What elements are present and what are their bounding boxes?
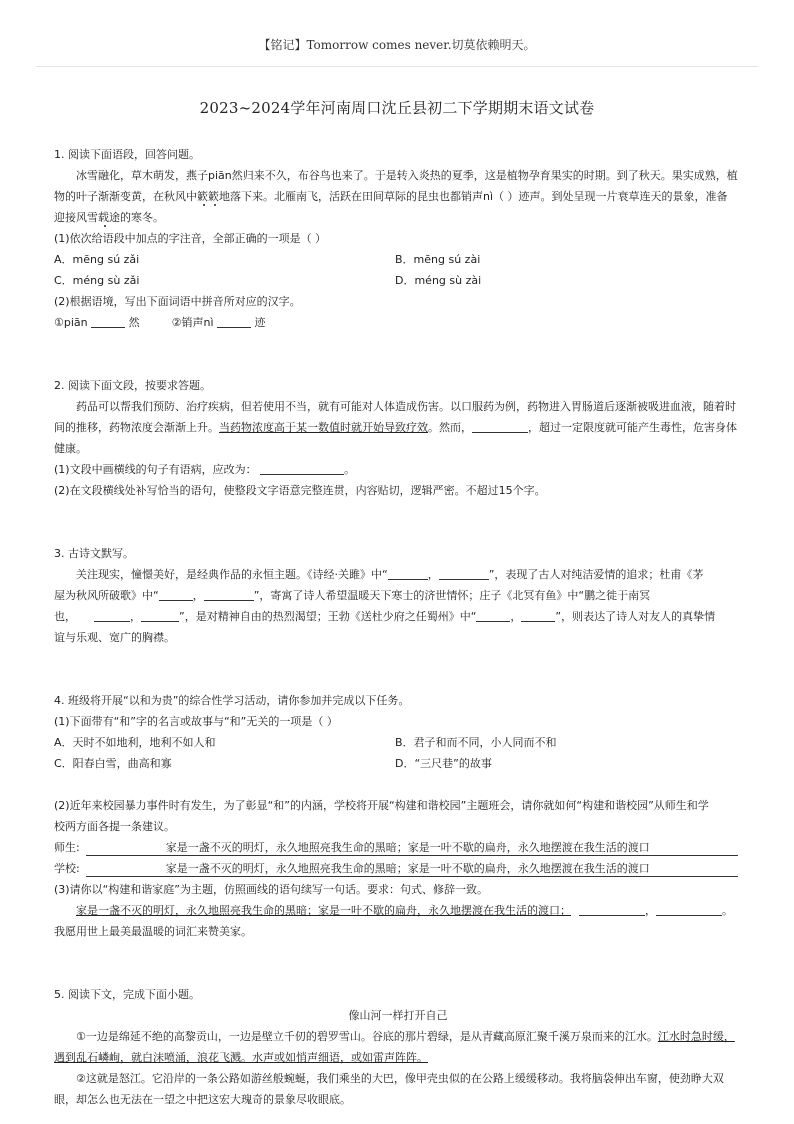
q4-sub3: (3)请你以“构建和谐家庭”为主题，仿照画线的语句续写一句话。要求：句式、修辞一致。: [54, 883, 488, 896]
option-a[interactable]: A．天时不如地利，地利不如人和: [54, 736, 216, 749]
article-paragraph-line: 眼，却怎么也无法在一望之中把这宏大瑰奇的景象尽收眼底。: [54, 1093, 351, 1106]
q3-passage-line: 谊与乐观、宽广的胸襟。: [54, 631, 175, 644]
dotted-char: 簌: [197, 190, 208, 203]
article-title: 像山河一样打开自己: [348, 1009, 448, 1022]
q2-passage-line: 健康。: [54, 442, 87, 455]
q1-passage-line: 迎接风雪载途的寒冬。: [54, 211, 164, 224]
q1-heading: 1. 阅读下面语段，回答问题。: [54, 148, 200, 161]
q1-sub2: (2)根据语境，写出下面词语中拼音所对应的汉字。: [54, 295, 301, 308]
q4-school-row: 学校: 家是一盏不灭的明灯，永久地照亮我生命的黑暗；家是一叶不歇的扁舟，永久地摆渡在我生活的渡口: [54, 858, 742, 879]
answer-blank[interactable]: [656, 902, 722, 916]
dotted-char: 载: [98, 211, 109, 224]
q4-sub3-line: 家是一盏不灭的明灯，永久地照亮我生命的黑暗；家是一叶不歇的扁舟，永久地摆渡在我生活的渡口； ， 。: [76, 904, 733, 917]
option-d[interactable]: D．méng sù zài: [395, 274, 482, 287]
article-paragraph-line: [54, 1047, 742, 1068]
header-divider: [36, 66, 758, 67]
exam-body: [54, 144, 742, 1110]
q2-passage-line: 间的推移，药物浓度会渐渐上升。当药物浓度高于某一数值时就开始导致疗效。然而， ，超过一定限度就可能产生毒性，危害身体: [54, 421, 737, 434]
option-d[interactable]: D．“三尺巷”的故事: [395, 757, 492, 770]
article-paragraph-line: ②这就是怒江。它沿岸的一条公路如游丝般蜿蜒，我们乘坐的大巴，像甲壳虫似的在公路上缓缓移动。我将脑袋伸出车窗，使劲睁大双: [76, 1072, 724, 1085]
school-answer-field[interactable]: 家是一盏不灭的明灯，永久地照亮我生命的黑暗；家是一叶不歇的扁舟，永久地摆渡在我生活的渡口: [86, 860, 738, 877]
q3-heading: 3. 古诗文默写。: [54, 547, 134, 560]
dotted-char: 簌: [208, 190, 219, 203]
q1-passage-line: 物的叶子渐渐变黄，在秋风中簌簌地落下来。北雁南飞，活跃在田间草际的昆虫也都销声nì（ ）迹声。到处呈现一片衰草连天的景象，准备: [54, 190, 728, 203]
q4-options-row: [54, 753, 742, 774]
q5-heading: 5. 阅读下文，完成下面小题。: [54, 988, 200, 1001]
q3-passage-line: 也， ， ”，是对精神自由的热烈渴望；王勃《送杜少府之任蜀州》中“ ， ”，则表达了诗人对友人的真挚情: [54, 610, 716, 623]
teacher-answer-field[interactable]: 家是一盏不灭的明灯，永久地照亮我生命的黑暗；家是一叶不歇的扁舟，永久地摆渡在我生活的渡口: [86, 839, 738, 856]
page-header-motto: 【铭记】Tomorrow comes never.切莫依赖明天。: [258, 38, 536, 52]
answer-blank[interactable]: [159, 587, 193, 601]
underlined-sentence: 当药物浓度高于某一数值时就开始导致疗效: [219, 421, 428, 434]
q1-fill-row: ①piān 然 ②销声nì 迹: [54, 316, 266, 329]
q4-sub1: (1)下面带有“和”字的名言或故事与“和”无关的一项是（ ）: [54, 715, 338, 728]
underlined-sentence: 家是一盏不灭的明灯，永久地照亮我生命的黑暗；家是一叶不歇的扁舟，永久地摆渡在我生活的渡口；: [76, 904, 571, 917]
q4-heading: 4. 班级将开展“以和为贵”的综合性学习活动，请你参加并完成以下任务。: [54, 694, 410, 707]
option-c[interactable]: C．阳春白雪，曲高和寡: [54, 757, 172, 770]
q4-sub3-line: 我愿用世上最美最温暖的词汇来赞美家。: [54, 925, 252, 938]
q1-options-row: [54, 270, 742, 291]
option-a[interactable]: A．mēng sú zǎi: [54, 253, 140, 266]
answer-blank[interactable]: [204, 587, 254, 601]
option-c[interactable]: C．méng sù zǎi: [54, 274, 140, 287]
underlined-sentence: 江水时急时缓，: [657, 1030, 735, 1043]
article-paragraph-line: ①一边是绵延不绝的高黎贡山，一边是壁立千仞的碧罗雪山。谷底的那片碧绿，是从青藏高原汇聚千溪万泉而来的江水。江水时急时缓，: [76, 1030, 735, 1043]
q2-heading: 2. 阅读下面文段，按要求答题。: [54, 379, 211, 392]
answer-blank[interactable]: [472, 419, 528, 433]
q4-sub2: (2)近年来校园暴力事件时有发生，为了彰显“和”的内涵，学校将开展“构建和谐校园”主题班会，请你就如何“构建和谐校园”从师生和学: [54, 799, 709, 812]
answer-blank[interactable]: [439, 566, 489, 580]
q3-passage-line: 关注现实，憧憬美好，是经典作品的永恒主题。《诗经·关雎》中“ ， ”，表现了古人对纯洁爱情的追求；杜甫《茅: [76, 568, 704, 581]
q4-options-row: [54, 732, 742, 753]
answer-blank[interactable]: [579, 902, 645, 916]
q2-passage-line: 药品可以帮我们预防、治疗疾病，但若使用不当，就有可能对人体造成伤害。以口服药为例，药物进入胃肠道后逐渐被吸进血液，随着时: [76, 400, 736, 413]
answer-blank[interactable]: [91, 314, 125, 328]
q3-passage-line: 屋为秋风所破歌》中“ ， ”，寄寓了诗人希望温暖天下寒士的济世情怀；庄子《北冥有鱼》中“鹏之徙于南冥: [54, 589, 651, 602]
answer-blank[interactable]: [260, 461, 344, 475]
answer-blank[interactable]: [141, 608, 179, 622]
exam-title: 2023~2024学年河南周口沈丘县初二下学期期末语文试卷: [199, 99, 595, 117]
answer-blank[interactable]: [217, 314, 251, 328]
answer-blank[interactable]: [476, 608, 510, 622]
q1-sub1: (1)依次给语段中加点的字注音，全部正确的一项是（ ）: [54, 232, 327, 245]
answer-blank[interactable]: [388, 566, 428, 580]
q2-sub2: (2)在文段横线处补写恰当的语句，使整段文字语意完整连贯，内容贴切，逻辑严密。不超过15个字。: [54, 484, 546, 497]
q2-sub1: (1)文段中画横线的句子有语病，应改为： 。: [54, 463, 356, 476]
q4-teacher-row: 师生: 家是一盏不灭的明灯，永久地照亮我生命的黑暗；家是一叶不歇的扁舟，永久地摆渡在我生活的渡口: [54, 837, 742, 858]
option-b[interactable]: B．君子和而不同，小人同而不和: [395, 736, 557, 749]
underlined-sentence: 遇到乱石嶙峋，就白沫喷涌，浪花飞溅。水声或如悄声细语，或如雷声阵阵。: [54, 1051, 428, 1064]
q1-options-row: [54, 249, 742, 270]
q4-sub2: 校两方面各提一条建议。: [54, 820, 175, 833]
option-b[interactable]: B．mēng sú zài: [395, 253, 481, 266]
q1-passage-line: 冰雪融化，草木萌发，燕子piān然归来不久，布谷鸟也来了。于是转入炎热的夏季，这是植物孕育果实的时期。到了秋天。果实成熟，植: [76, 169, 738, 182]
answer-blank[interactable]: [521, 608, 555, 622]
answer-blank[interactable]: [94, 608, 130, 622]
